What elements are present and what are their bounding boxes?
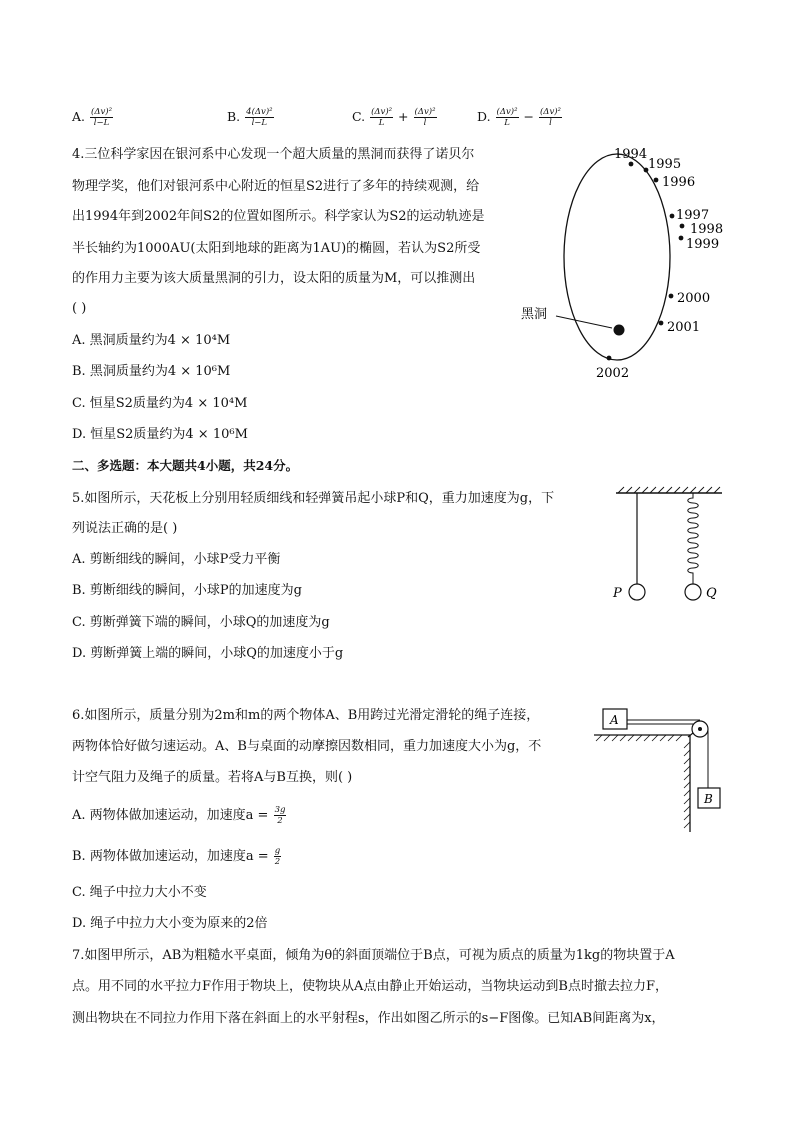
option-label: A. <box>72 109 86 124</box>
orbit-point-2001 <box>659 321 664 326</box>
orbit-point-1997 <box>670 214 675 219</box>
spring <box>688 493 699 584</box>
q6-option-d: D. 绳子中拉力大小变为原来的2倍 <box>72 916 268 931</box>
q7-line-1: 7.如图甲所示，AB为粗糙水平桌面，倾角为θ的斜面顶端位于B点，可视为质点的质量为1kg的物块置于A <box>72 948 675 963</box>
fraction: $\frac{3g}{2}$ <box>274 805 286 826</box>
year-label-1994: 1994 <box>614 147 648 162</box>
orbit-point-1994 <box>629 162 634 167</box>
year-label-1997: 1997 <box>676 208 710 223</box>
q5-option-d: D. 剪断弹簧上端的瞬间，小球Q的加速度小于g <box>72 646 344 661</box>
section-header <box>72 457 298 475</box>
option-label: C. <box>352 109 366 124</box>
q4-line-2: 物理学奖，他们对银河系中心附近的恒星S2进行了多年的持续观测，给 <box>72 179 480 194</box>
q4-line-6: ( ) <box>72 301 87 316</box>
q4-line-5: 的作用力主要为该大质量黑洞的引力，设太阳的质量为M，可以推测出 <box>72 271 476 286</box>
fraction: $\frac{\text{(Δv)²}}{L}$ <box>496 107 518 128</box>
option-label: B. <box>227 109 241 124</box>
q5-line-1: 5.如图所示，天花板上分别用轻质细线和轻弹簧吊起小球P和Q，重力加速度为g，下 <box>72 491 555 506</box>
q6-line-2: 两物体恰好做匀速运动。A、B与桌面的动摩擦因数相同，重力加速度大小为g，不 <box>72 739 542 754</box>
q4-line-4: 半长轴约为1000AU(太阳到地球的距离为1AU)的椭圆，若认为S2所受 <box>72 241 481 256</box>
option-text: A. 两物体做加速运动，加速度a = <box>72 808 269 823</box>
table-hatching <box>596 735 690 828</box>
q4-option-b: B. 黑洞质量约为4 × 10⁶M <box>72 364 231 379</box>
q3-option-c <box>352 107 438 128</box>
fraction: $\frac{\text{(Δv)²}}{L}$ <box>371 107 393 128</box>
black-hole-label: 黑洞 <box>521 307 548 322</box>
fraction: $\frac{\text{4(Δv)²}}{l-L}$ <box>246 107 273 128</box>
q6-line-3: 计空气阻力及绳子的质量。若将A与B互换，则( ) <box>72 770 353 785</box>
thread-spring-figure <box>600 484 730 606</box>
orbit-point-2002 <box>607 356 612 361</box>
fraction: $\frac{\text{(Δv)²}}{l-L}$ <box>91 107 112 128</box>
q4-line-1: 4.三位科学家因在银河系中心发现一个超大质量的黑洞而获得了诺贝尔 <box>72 147 475 162</box>
orbit-point-1996 <box>654 178 659 183</box>
q6-option-c: C. 绳子中拉力大小不变 <box>72 885 207 900</box>
q6-option-a <box>72 805 287 826</box>
pulley-figure <box>590 700 730 838</box>
q5-line-2: 列说法正确的是( ) <box>72 521 178 536</box>
fraction: $\frac{g}{2}$ <box>274 846 281 867</box>
orbit-figure <box>510 140 740 385</box>
year-label-2001: 2001 <box>667 320 701 335</box>
q5-option-b: B. 剪断细线的瞬间，小球P的加速度为g <box>72 583 302 598</box>
operator: − <box>523 109 534 124</box>
year-label-2000: 2000 <box>677 291 711 306</box>
label-b: B <box>704 792 713 806</box>
black-hole-pointer <box>556 316 612 328</box>
year-label-1998: 1998 <box>690 222 724 237</box>
q4-option-c: C. 恒星S2质量约为4 × 10⁴M <box>72 396 248 411</box>
q5-option-a: A. 剪断细线的瞬间，小球P受力平衡 <box>72 552 281 567</box>
q6-option-b <box>72 846 282 867</box>
q3-option-a <box>72 107 114 128</box>
option-text: B. 两物体做加速运动，加速度a = <box>72 849 269 864</box>
q4-option-a: A. 黑洞质量约为4 × 10⁴M <box>72 333 231 348</box>
label-p: P <box>613 586 622 601</box>
fraction: $\frac{\text{(Δv)²}}{l}$ <box>539 107 561 128</box>
year-label-1999: 1999 <box>686 237 720 252</box>
label-q: Q <box>706 586 717 601</box>
ball-q <box>685 584 701 600</box>
fraction: $\frac{\text{(Δv)²}}{l}$ <box>414 107 436 128</box>
year-label-1996: 1996 <box>662 175 696 190</box>
q7-line-3: 测出物块在不同拉力作用下落在斜面上的水平射程s，作出如图乙所示的s−F图像。已知AB间距离为x， <box>72 1011 665 1026</box>
q3-option-b <box>227 107 275 128</box>
section-description: 本大题共4小题，共24分。 <box>147 458 299 473</box>
pulley-axle <box>698 727 702 731</box>
option-label: D. <box>477 109 491 124</box>
year-label-1995: 1995 <box>648 157 682 172</box>
ball-p <box>629 584 645 600</box>
orbit-point-1999 <box>679 236 684 241</box>
label-a: A <box>610 713 619 727</box>
q3-option-d <box>477 107 563 128</box>
black-hole-dot <box>614 325 625 336</box>
operator: + <box>398 109 409 124</box>
q4-line-3: 出1994年到2002年间S2的位置如图所示。科学家认为S2的运动轨迹是 <box>72 209 485 224</box>
q5-option-c: C. 剪断弹簧下端的瞬间，小球Q的加速度为g <box>72 615 330 630</box>
orbit-point-2000 <box>669 294 674 299</box>
q4-option-d: D. 恒星S2质量约为4 × 10⁶M <box>72 427 248 442</box>
q7-line-2: 点。用不同的水平拉力F作用于物块上，使物块从A点由静止开始运动，当物块运动到B点时撤去拉力F， <box>72 979 668 994</box>
ceiling-hatching <box>618 487 720 493</box>
section-prefix: 二、多选题： <box>72 458 148 473</box>
orbit-point-1998 <box>680 224 685 229</box>
q6-line-1: 6.如图所示，质量分别为2m和m的两个物体A、B用跨过光滑定滑轮的绳子连接， <box>72 708 540 723</box>
year-label-2002: 2002 <box>596 366 630 381</box>
